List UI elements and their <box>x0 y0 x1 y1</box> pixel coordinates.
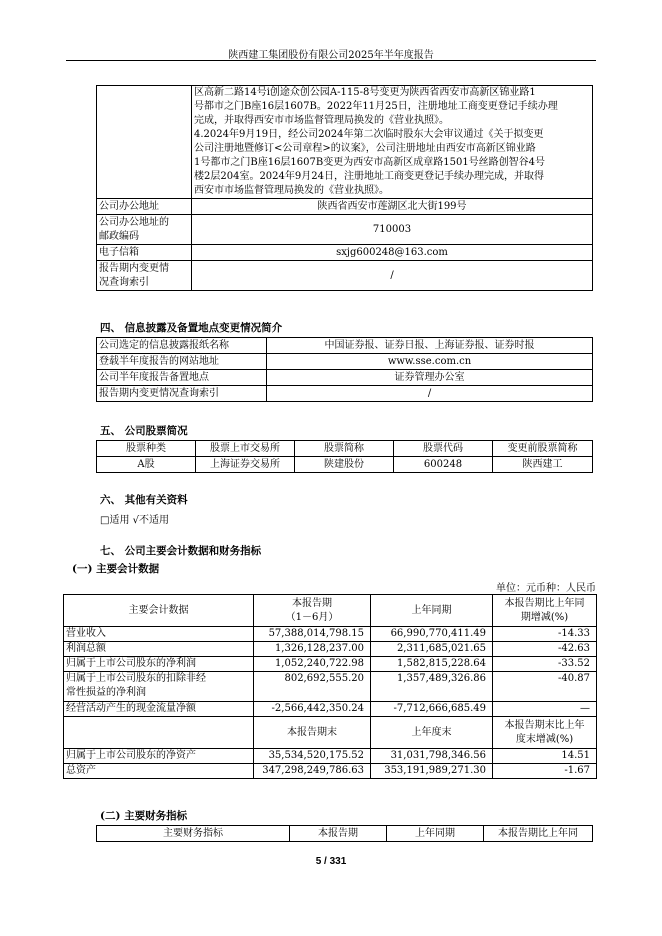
table-row <box>97 245 593 261</box>
table-header-row: 主要财务指标 本报告期 上年同期 本报告期比上年同 <box>97 826 593 842</box>
change-index-label: 报告期内变更情 况查询索引 <box>97 261 192 291</box>
table-header-row: 主要会计数据 本报告期 （1－6月） 上年同期 本报告期比上年同 期增减(%) <box>64 595 597 627</box>
subsection-1-title: (一) 主要会计数据 <box>72 563 160 575</box>
section-7-title: 七、 公司主要会计数据和财务指标 <box>100 545 262 557</box>
table-row: 公司半年度报告备置地点 证券管理办公室 <box>97 370 593 386</box>
table-row <box>97 86 593 199</box>
table-row: 公司选定的信息披露报纸名称 中国证券报、证券日报、上海证券报、证券时报 <box>97 338 593 354</box>
section-4-title: 四、 信息披露及备置地点变更情况简介 <box>100 322 283 334</box>
accounting-data-table <box>63 594 597 779</box>
section-6-title: 六、 其他有关资料 <box>100 494 188 506</box>
stock-table <box>96 440 593 473</box>
table-row: 归属于上市公司股东的净资产 35,534,520,175.52 31,031,798,346.56 14.51 <box>64 749 597 764</box>
office-address-value: 陕西省西安市莲湖区北大街199号 <box>192 199 593 215</box>
company-info-table <box>96 85 593 291</box>
change-index-value: / <box>192 261 593 291</box>
table-row: 利润总额 1,326,128,237.00 2,311,685,021.65 -42.63 <box>64 642 597 657</box>
financial-indicators-table <box>96 825 593 842</box>
postcode-value: 710003 <box>192 215 593 245</box>
table-row <box>97 261 593 291</box>
subsection-2-title: (二) 主要财务指标 <box>100 810 188 822</box>
table-row: A股 上海证券交易所 陕建股份 600248 陕西建工 <box>97 457 593 473</box>
header-divider <box>66 60 596 61</box>
section-5-title: 五、 公司股票简况 <box>100 425 188 437</box>
table-row: 营业收入 57,388,014,798.15 66,990,770,411.49 -14.33 <box>64 627 597 642</box>
address-change-history: 区高新二路14号i创途众创公园A-115-8号变更为陕西省西安市高新区锦业路1 号都市之门B座16层1607B。2022年11月25日，注册地址工商变更登记手续办理 完成，并取得西安市市场监督管理局换发的《营业执照》。 4.2024年9月19日，经公司2024年第二次临时股东大会审议通过《关于拟变更 公司注册地暨修订<公司章程>的议案》，公司注册地址由西安市高新区锦业路 1号都市之门B座16层1607B变更为西安市高新区成章路1501号丝路创智谷4号 楼2层204室。2024年9月24日，注册地址工商变更登记手续办理完成，并取得 西安市市场监督管理局换发的《营业执照》。 <box>192 86 593 199</box>
email-value: sxjg600248@163.com <box>192 245 593 261</box>
postcode-label: 公司办公地址的 邮政编码 <box>97 215 192 245</box>
email-label: 电子信箱 <box>97 245 192 261</box>
applicability-option: □适用 √不适用 <box>100 515 169 526</box>
page-header: 陕西建工集团股份有限公司2025年半年度报告 <box>228 50 434 61</box>
disclosure-table <box>96 337 593 402</box>
table-row <box>97 215 593 245</box>
table-header-row: 本报告期末 上年度末 本报告期末比上年 度末增减(%) <box>64 717 597 749</box>
page-number: 5 / 331 <box>315 856 347 867</box>
table-row: 归属于上市公司股东的净利润 1,052,240,722.98 1,582,815,228.64 -33.52 <box>64 657 597 672</box>
table-row: 经营活动产生的现金流量净额 -2,566,442,350.24 -7,712,666,685.49 — <box>64 702 597 717</box>
unit-note: 单位：元币种：人民币 <box>496 583 596 594</box>
table-row: 登载半年度报告的网站地址 www.sse.com.cn <box>97 354 593 370</box>
table-row: 报告期内变更情况查询索引 / <box>97 386 593 402</box>
table-row <box>97 199 593 215</box>
table-row: 股票种类 股票上市交易所 股票简称 股票代码 变更前股票简称 <box>97 441 593 457</box>
office-address-label: 公司办公地址 <box>97 199 192 215</box>
table-row: 总资产 347,298,249,786.63 353,191,989,271.30 -1.67 <box>64 764 597 779</box>
table-row: 归属于上市公司股东的扣除非经 常性损益的净利润 802,692,555.20 1,357,489,326.86 -40.87 <box>64 672 597 702</box>
